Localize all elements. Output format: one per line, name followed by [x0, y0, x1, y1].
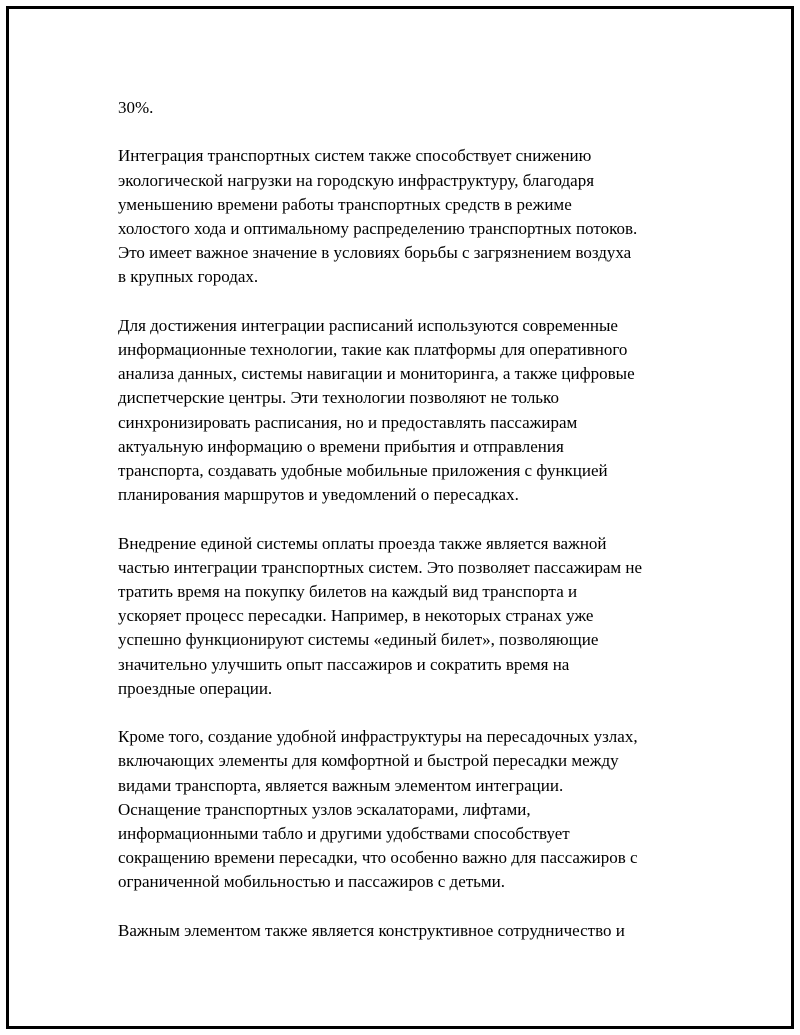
text-line: актуальную информацию о времени прибытия и отправления	[118, 436, 564, 456]
text-line: синхронизировать расписания, но и предоставлять пассажирам	[118, 412, 578, 432]
text-line: включающих элементы для комфортной и быстрой пересадки между	[118, 751, 619, 771]
paragraph-3	[118, 314, 690, 508]
text-line: Для достижения интеграции расписаний используются современные	[118, 315, 618, 335]
text-line: Внедрение единой системы оплаты проезда также является важной	[118, 533, 607, 553]
text-line: Важным элементом также является конструктивное сотрудничество и	[118, 920, 625, 940]
text-line: Кроме того, создание удобной инфраструктуры на пересадочных узлах,	[118, 727, 638, 747]
text-line: информационные технологии, такие как платформы для оперативного	[118, 340, 628, 359]
text-line: экологической нагрузки на городскую инфраструктуру, благодаря	[118, 170, 595, 190]
text-line: успешно функционируют системы «единый билет», позволяющие	[118, 630, 599, 650]
text-line: проездные операции.	[118, 678, 273, 698]
text-line: видами транспорта, является важным элементом интеграции.	[118, 775, 564, 795]
text-line: уменьшению времени работы транспортных средств в режиме	[118, 194, 572, 214]
text-line: значительно улучшить опыт пассажиров и сократить время на	[118, 654, 570, 674]
text-line: Интеграция транспортных систем также способствует снижению	[118, 146, 592, 166]
text-line: транспорта, создавать удобные мобильные приложения с функцией	[118, 461, 608, 481]
text-line: сокращению времени пересадки, что особенно важно для пассажиров с	[118, 848, 638, 868]
text-line: диспетчерские центры. Эти технологии позволяют не только	[118, 388, 559, 408]
text-line: холостого хода и оптимальному распределению транспортных потоков.	[118, 219, 638, 238]
paragraph-2	[118, 144, 690, 289]
text-line: ускоряет процесс пересадки. Например, в некоторых странах уже	[118, 606, 594, 626]
text-line: в крупных городах.	[118, 267, 259, 287]
text-line: частью интеграции транспортных систем. Это позволяет пассажирам не	[118, 557, 643, 577]
text-line: 30%.	[118, 98, 154, 117]
text-line: анализа данных, системы навигации и мониторинга, а также цифровые	[118, 364, 635, 384]
text-line: Оснащение транспортных узлов эскалаторами, лифтами,	[118, 799, 531, 819]
document-body	[118, 96, 690, 967]
text-line: информационными табло и другими удобствами способствует	[118, 824, 570, 844]
paragraph-6	[118, 919, 690, 943]
paragraph-5	[118, 725, 690, 894]
text-line: планирования маршрутов и уведомлений о пересадках.	[118, 485, 519, 505]
text-line: ограниченной мобильностью и пассажиров с детьми.	[118, 872, 506, 892]
text-line: тратить время на покупку билетов на каждый вид транспорта и	[118, 582, 578, 602]
paragraph-4	[118, 532, 690, 701]
paragraph-1	[118, 96, 690, 120]
text-line: Это имеет важное значение в условиях борьбы с загрязнением воздуха	[118, 243, 632, 263]
